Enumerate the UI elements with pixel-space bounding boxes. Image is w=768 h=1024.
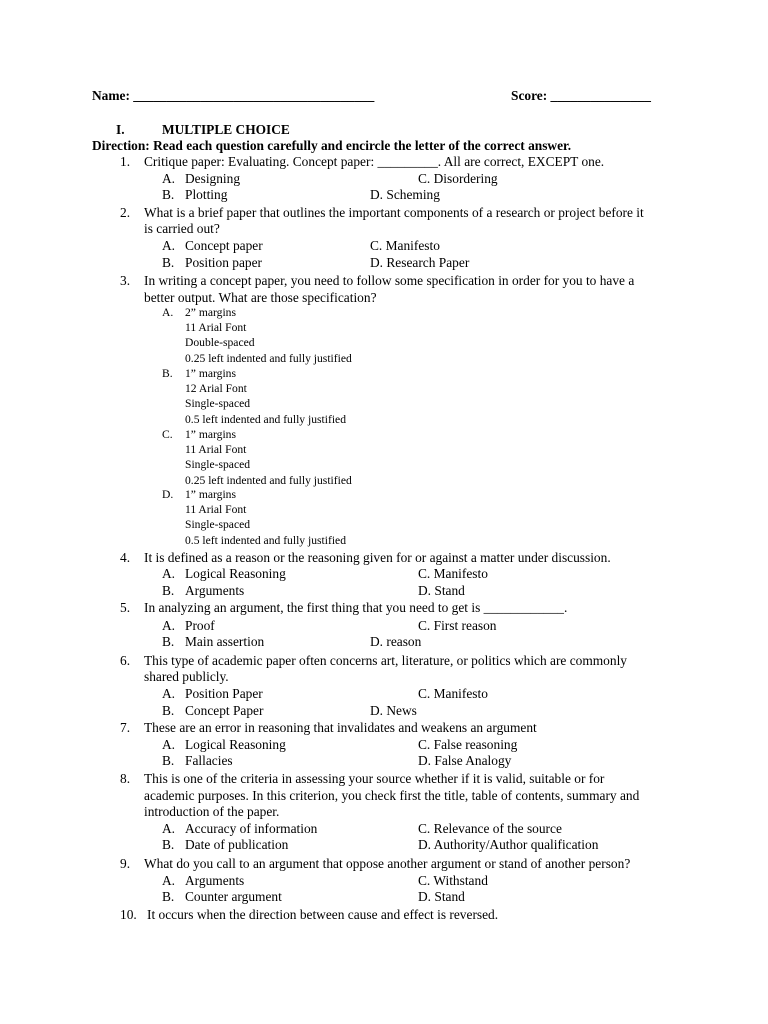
option-spec-line: Single-spaced bbox=[185, 518, 251, 532]
choice-letter: B. bbox=[162, 753, 175, 768]
question-number: 9. bbox=[120, 856, 131, 871]
option-spec-line: 11 Arial Font bbox=[185, 321, 247, 335]
section-number: I. bbox=[116, 122, 125, 137]
choice-letter: B. bbox=[162, 634, 175, 649]
choice-letter: D. bbox=[370, 255, 387, 270]
choice-letter: C. bbox=[418, 686, 434, 701]
choice-letter: D. bbox=[418, 583, 435, 598]
choice-option bbox=[418, 838, 598, 851]
choice-option bbox=[418, 584, 465, 597]
option-spec-line: 0.25 left indented and fully justified bbox=[185, 351, 352, 365]
choice-text: Main assertion bbox=[185, 634, 265, 649]
choice-text: Designing bbox=[185, 171, 241, 186]
option-spec-line: 2” margins bbox=[185, 306, 236, 319]
choice-text: Disordering bbox=[433, 171, 498, 186]
choice-text: Logical Reasoning bbox=[185, 737, 286, 752]
question-number: 7. bbox=[120, 720, 131, 735]
choice-letter: D. bbox=[370, 187, 387, 202]
section-title: MULTIPLE CHOICE bbox=[162, 122, 290, 137]
choice-letter: C. bbox=[418, 171, 434, 186]
choice-text: reason bbox=[386, 634, 422, 649]
choice-letter: C. bbox=[418, 737, 434, 752]
question-text: better output. What are those specification? bbox=[144, 290, 377, 305]
option-spec-line: 12 Arial Font bbox=[185, 382, 247, 396]
choice-text: Fallacies bbox=[185, 753, 233, 768]
question-number: 10. bbox=[120, 907, 137, 922]
choice-text: Relevance of the source bbox=[433, 821, 562, 836]
choice-letter: A. bbox=[162, 566, 176, 581]
choice-text: Proof bbox=[185, 618, 215, 633]
option-spec-line: Single-spaced bbox=[185, 397, 251, 411]
question-text: In writing a concept paper, you need to follow some specification in order for you to have a bbox=[144, 273, 635, 288]
choice-letter: A. bbox=[162, 873, 176, 888]
choice-option bbox=[418, 738, 517, 751]
choice-option bbox=[418, 619, 497, 632]
choice-letter: B. bbox=[162, 889, 175, 904]
choice-option bbox=[418, 890, 465, 903]
choice-letter: D. bbox=[418, 889, 435, 904]
choice-letter: B. bbox=[162, 187, 175, 202]
option-spec-line: 0.25 left indented and fully justified bbox=[185, 473, 352, 487]
option-letter: D. bbox=[162, 488, 174, 501]
choice-text: Manifesto bbox=[385, 238, 440, 253]
question-text: It occurs when the direction between cause and effect is reversed. bbox=[147, 907, 499, 922]
question-text: is carried out? bbox=[144, 221, 220, 236]
choice-text: Concept Paper bbox=[185, 703, 264, 718]
choice-letter: D. bbox=[418, 753, 435, 768]
choice-text: Plotting bbox=[185, 187, 228, 202]
option-letter: C. bbox=[162, 428, 173, 441]
option-spec-line: 0.5 left indented and fully justified bbox=[185, 533, 346, 547]
option-spec-line: 11 Arial Font bbox=[185, 443, 247, 457]
choice-text: Logical Reasoning bbox=[185, 566, 286, 581]
choice-text: Stand bbox=[434, 583, 465, 598]
choice-text: Manifesto bbox=[433, 686, 488, 701]
choice-option bbox=[418, 754, 511, 767]
question-text: In analyzing an argument, the first thing that you need to get is ____________. bbox=[144, 600, 568, 615]
choice-letter: B. bbox=[162, 255, 175, 270]
direction-text: Direction: Read each question carefully and encircle the letter of the correct answer. bbox=[92, 138, 572, 153]
question-text: What is a brief paper that outlines the important components of a research or project before it bbox=[144, 205, 644, 220]
option-spec-line: 1” margins bbox=[185, 488, 236, 501]
question-number: 3. bbox=[120, 273, 131, 288]
choice-option bbox=[418, 567, 488, 580]
choice-letter: B. bbox=[162, 703, 175, 718]
option-spec-line: 1” margins bbox=[185, 367, 236, 380]
choice-option bbox=[370, 635, 421, 648]
choice-letter: C. bbox=[418, 873, 434, 888]
question-number: 6. bbox=[120, 653, 131, 668]
choice-option bbox=[370, 239, 440, 252]
choice-letter: C. bbox=[370, 238, 386, 253]
choice-text: Scheming bbox=[386, 187, 440, 202]
question-text: academic purposes. In this criterion, you check first the title, table of contents, summary and bbox=[144, 788, 640, 803]
choice-option bbox=[370, 256, 469, 269]
question-text: What do you call to an argument that oppose another argument or stand of another person? bbox=[144, 856, 631, 871]
question-number: 1. bbox=[120, 154, 131, 169]
choice-option bbox=[370, 704, 417, 717]
choice-option bbox=[370, 188, 440, 201]
option-spec-line: 0.5 left indented and fully justified bbox=[185, 412, 346, 426]
choice-letter: A. bbox=[162, 821, 176, 836]
choice-text: Concept paper bbox=[185, 238, 263, 253]
choice-text: Manifesto bbox=[433, 566, 488, 581]
choice-text: Stand bbox=[434, 889, 465, 904]
choice-text: Arguments bbox=[185, 873, 245, 888]
choice-text: Position paper bbox=[185, 255, 262, 270]
choice-text: Research Paper bbox=[386, 255, 470, 270]
question-text: This is one of the criteria in assessing your source whether if it is valid, suitable or for bbox=[144, 771, 605, 786]
choice-letter: A. bbox=[162, 171, 176, 186]
question-text: It is defined as a reason or the reasoning given for or against a matter under discussion. bbox=[144, 550, 611, 565]
choice-text: Arguments bbox=[185, 583, 245, 598]
choice-text: Accuracy of information bbox=[185, 821, 318, 836]
question-number: 8. bbox=[120, 771, 131, 786]
choice-text: News bbox=[386, 703, 417, 718]
choice-letter: C. bbox=[418, 566, 434, 581]
choice-text: Date of publication bbox=[185, 837, 289, 852]
name-field-label: Name: ____________________________________ bbox=[92, 88, 375, 103]
question-number: 2. bbox=[120, 205, 131, 220]
choice-text: First reason bbox=[433, 618, 497, 633]
option-spec-line: Double-spaced bbox=[185, 336, 255, 350]
question-text: introduction of the paper. bbox=[144, 804, 280, 819]
choice-letter: A. bbox=[162, 737, 176, 752]
choice-letter: B. bbox=[162, 837, 175, 852]
choice-letter: A. bbox=[162, 238, 176, 253]
choice-letter: B. bbox=[162, 583, 175, 598]
option-letter: A. bbox=[162, 306, 174, 319]
choice-letter: C. bbox=[418, 618, 434, 633]
choice-text: False Analogy bbox=[434, 753, 512, 768]
question-text: This type of academic paper often concerns art, literature, or politics which are commonly bbox=[144, 653, 627, 668]
choice-text: Withstand bbox=[433, 873, 488, 888]
question-text: Critique paper: Evaluating. Concept paper: _________. All are correct, EXCEPT one. bbox=[144, 154, 605, 169]
choice-letter: D. bbox=[370, 634, 387, 649]
option-letter: B. bbox=[162, 367, 173, 380]
choice-letter: D. bbox=[418, 837, 434, 852]
choice-letter: D. bbox=[370, 703, 387, 718]
choice-letter: C. bbox=[418, 821, 434, 836]
question-text: shared publicly. bbox=[144, 669, 229, 684]
score-field-label: Score: _______________ bbox=[511, 88, 651, 103]
option-spec-line: 11 Arial Font bbox=[185, 503, 247, 517]
choice-letter: A. bbox=[162, 686, 176, 701]
choice-option bbox=[418, 687, 488, 700]
choice-text: Counter argument bbox=[185, 889, 282, 904]
choice-text: False reasoning bbox=[433, 737, 518, 752]
choice-letter: A. bbox=[162, 618, 176, 633]
question-number: 4. bbox=[120, 550, 131, 565]
question-text: These are an error in reasoning that invalidates and weakens an argument bbox=[144, 720, 537, 735]
option-spec-line: Single-spaced bbox=[185, 458, 251, 472]
question-number: 5. bbox=[120, 600, 131, 615]
choice-option bbox=[418, 172, 498, 185]
choice-text: Position Paper bbox=[185, 686, 263, 701]
choice-option bbox=[418, 822, 562, 835]
choice-option bbox=[418, 874, 488, 887]
choice-text: Authority/Author qualification bbox=[433, 837, 599, 852]
option-spec-line: 1” margins bbox=[185, 428, 236, 441]
